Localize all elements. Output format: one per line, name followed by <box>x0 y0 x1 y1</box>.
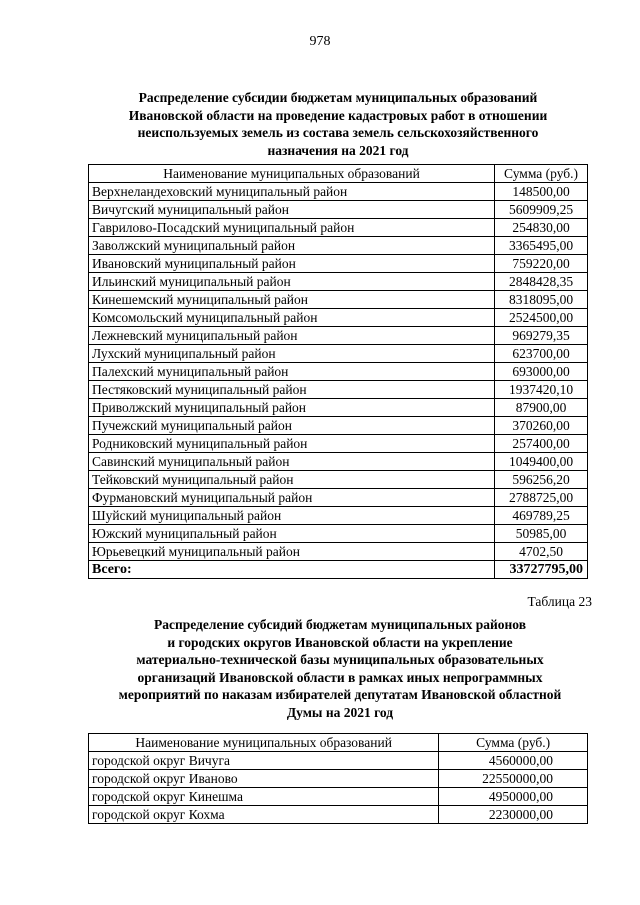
section1-title-line: Распределение субсидии бюджетам муниципальных образований <box>138 90 538 105</box>
column-header-name: Наименование муниципальных образований <box>89 734 439 752</box>
municipality-name: городской округ Кинешма <box>89 788 439 806</box>
subsidy-table-education <box>88 733 588 824</box>
subsidy-amount: 4702,50 <box>495 543 588 561</box>
municipality-name: Комсомольский муниципальный район <box>89 309 495 327</box>
subsidy-amount: 4560000,00 <box>439 752 588 770</box>
subsidy-amount: 623700,00 <box>495 345 588 363</box>
column-header-sum: Сумма (руб.) <box>495 165 588 183</box>
table-row <box>89 489 588 507</box>
subsidy-amount: 4950000,00 <box>439 788 588 806</box>
municipality-name: Лежневский муниципальный район <box>89 327 495 345</box>
table-row <box>89 291 588 309</box>
municipality-name: Палехский муниципальный район <box>89 363 495 381</box>
table-row <box>89 237 588 255</box>
subsidy-amount: 1937420,10 <box>495 381 588 399</box>
municipality-name: Заволжский муниципальный район <box>89 237 495 255</box>
subsidy-amount: 8318095,00 <box>495 291 588 309</box>
subsidy-amount: 693000,00 <box>495 363 588 381</box>
municipality-name: Юрьевецкий муниципальный район <box>89 543 495 561</box>
subsidy-amount: 5609909,25 <box>495 201 588 219</box>
table-row <box>89 770 588 788</box>
section2-title-line: материально-технической базы муниципальных образовательных <box>136 652 544 667</box>
table-number-label: Таблица 23 <box>527 594 592 609</box>
municipality-name: Гаврилово-Посадский муниципальный район <box>89 219 495 237</box>
subsidy-amount: 2788725,00 <box>495 489 588 507</box>
table-row <box>89 327 588 345</box>
subsidy-amount: 257400,00 <box>495 435 588 453</box>
municipality-name: Верхнеландеховский муниципальный район <box>89 183 495 201</box>
section2-title-line: Распределение субсидий бюджетам муниципальных районов <box>153 617 527 632</box>
municipality-name: Ильинский муниципальный район <box>89 273 495 291</box>
section1-title-line: Ивановской области на проведение кадастровых работ в отношении <box>128 107 548 123</box>
table-row <box>89 201 588 219</box>
table-row <box>89 471 588 489</box>
column-header-sum: Сумма (руб.) <box>439 734 588 752</box>
section2-title-line: организаций Ивановской области в рамках иных непрограммных <box>137 669 543 685</box>
subsidy-amount: 254830,00 <box>495 219 588 237</box>
subsidy-amount: 2230000,00 <box>439 806 588 824</box>
municipality-name: Вичугский муниципальный район <box>89 201 495 219</box>
subsidy-amount: 596256,20 <box>495 471 588 489</box>
subsidy-amount: 759220,00 <box>495 255 588 273</box>
table-row <box>89 381 588 399</box>
table-row <box>89 273 588 291</box>
table-row <box>89 309 588 327</box>
municipality-name: Кинешемский муниципальный район <box>89 291 495 309</box>
subsidy-amount: 3365495,00 <box>495 237 588 255</box>
table-row <box>89 417 588 435</box>
municipality-name: Савинский муниципальный район <box>89 453 495 471</box>
table-row <box>89 219 588 237</box>
total-value: 33727795,00 <box>495 561 588 579</box>
subsidy-amount: 469789,25 <box>495 507 588 525</box>
municipality-name: городской округ Кохма <box>89 806 439 824</box>
section1-title-line: неиспользуемых земель из состава земель сельскохозяйственного <box>137 125 539 140</box>
column-header-name: Наименование муниципальных образований <box>89 165 495 183</box>
page-number: 978 <box>309 34 331 49</box>
municipality-name: Пучежский муниципальный район <box>89 417 495 435</box>
section2-title-line: мероприятий по наказам избирателей депутатам Ивановской областной <box>118 687 562 702</box>
municipality-name: городской округ Вичуга <box>89 752 439 770</box>
subsidy-amount: 2848428,35 <box>495 273 588 291</box>
subsidy-amount: 1049400,00 <box>495 453 588 471</box>
table-row <box>89 453 588 471</box>
municipality-name: Шуйский муниципальный район <box>89 507 495 525</box>
table-row <box>89 435 588 453</box>
table-row <box>89 752 588 770</box>
municipality-name: городской округ Иваново <box>89 770 439 788</box>
subsidy-amount: 2524500,00 <box>495 309 588 327</box>
section2-title-line: Думы на 2021 год <box>286 704 394 720</box>
municipality-name: Лухский муниципальный район <box>89 345 495 363</box>
table-row <box>89 399 588 417</box>
table-row <box>89 183 588 201</box>
table-row <box>89 345 588 363</box>
municipality-name: Южский муниципальный район <box>89 525 495 543</box>
table-row <box>89 806 588 824</box>
subsidy-amount: 22550000,00 <box>439 770 588 788</box>
table-row <box>89 543 588 561</box>
section2-title <box>80 616 600 721</box>
table-row <box>89 255 588 273</box>
municipality-name: Тейковский муниципальный район <box>89 471 495 489</box>
municipality-name: Фурмановский муниципальный район <box>89 489 495 507</box>
subsidy-amount: 148500,00 <box>495 183 588 201</box>
table-row <box>89 363 588 381</box>
section1-title <box>88 89 588 159</box>
subsidy-amount: 969279,35 <box>495 327 588 345</box>
section2-title-line: и городских округов Ивановской области на укрепление <box>167 634 513 650</box>
total-row <box>89 561 588 579</box>
municipality-name: Родниковский муниципальный район <box>89 435 495 453</box>
section1-title-line: назначения на 2021 год <box>267 142 409 158</box>
municipality-name: Приволжский муниципальный район <box>89 399 495 417</box>
municipality-name: Пестяковский муниципальный район <box>89 381 495 399</box>
table-row <box>89 507 588 525</box>
subsidy-table-cadastral <box>88 164 588 579</box>
table-row <box>89 525 588 543</box>
subsidy-amount: 370260,00 <box>495 417 588 435</box>
table-header-row <box>89 734 588 752</box>
table-row <box>89 788 588 806</box>
total-label: Всего: <box>89 561 495 579</box>
subsidy-amount: 50985,00 <box>495 525 588 543</box>
table-header-row <box>89 165 588 183</box>
subsidy-amount: 87900,00 <box>495 399 588 417</box>
municipality-name: Ивановский муниципальный район <box>89 255 495 273</box>
